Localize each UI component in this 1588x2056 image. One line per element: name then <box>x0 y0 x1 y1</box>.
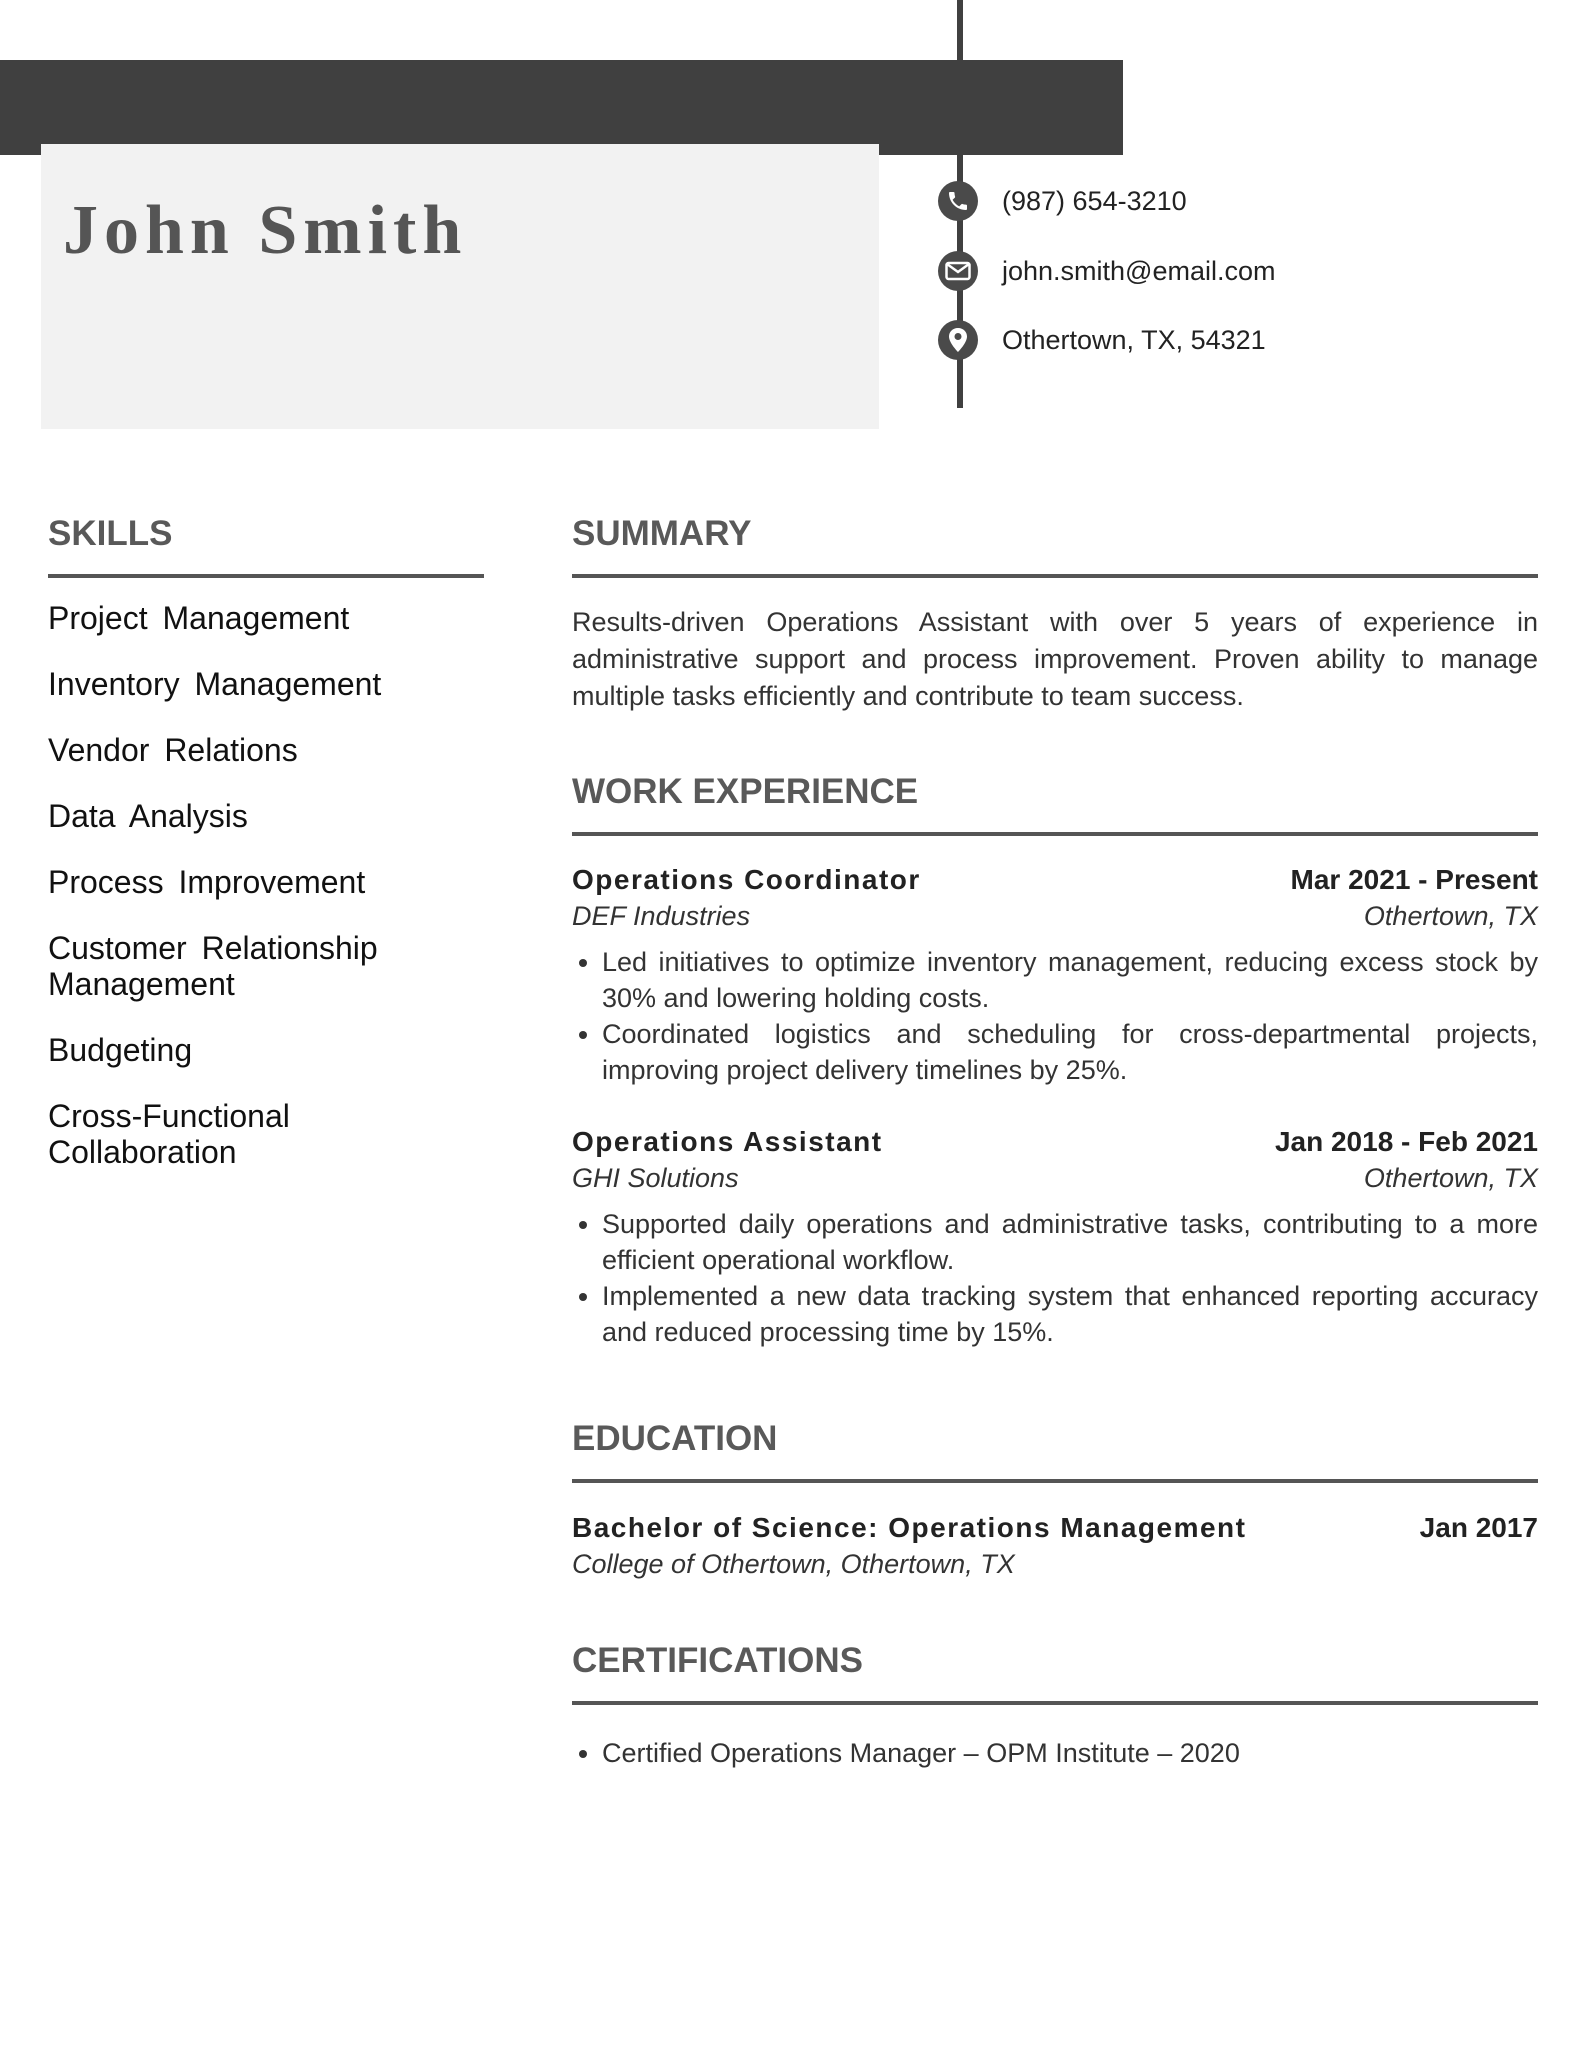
skill-item: Vendor Relations <box>48 732 298 768</box>
email-icon <box>938 251 978 291</box>
location-pin-icon <box>938 320 978 360</box>
skill-item: Project Management <box>48 600 350 636</box>
job-bullet: • Supported daily operations and administrative tasks, contributing to a more efficient operational workflow. <box>602 1206 1538 1278</box>
degree-date: Jan 2017 <box>1419 1512 1538 1543</box>
job-bullets <box>572 944 1538 1088</box>
certifications-heading: CERTIFICATIONS <box>572 1641 864 1680</box>
job-bullets <box>572 1206 1538 1350</box>
degree-title: Bachelor of Science: Operations Management <box>572 1512 1247 1543</box>
phone-icon <box>938 181 978 221</box>
job-dates: Jan 2018 - Feb 2021 <box>1274 1126 1538 1157</box>
job-bullet: • Implemented a new data tracking system that enhanced reporting accuracy and reduced processing time by 15%. <box>602 1278 1538 1350</box>
skill-item: Inventory Management <box>48 666 382 702</box>
education-divider <box>572 1479 1538 1483</box>
skill-item: Cross-Functional Collaboration <box>48 1098 290 1170</box>
job-company: DEF Industries <box>572 901 751 931</box>
education-entry <box>572 1510 1538 1582</box>
skill-item: Process Improvement <box>48 864 366 900</box>
job-dates: Mar 2021 - Present <box>1290 864 1538 895</box>
candidate-name: John Smith <box>63 192 468 269</box>
skill-item: Data Analysis <box>48 798 248 834</box>
skills-list <box>48 600 488 1200</box>
job-title: Operations Assistant <box>572 1126 883 1157</box>
summary-heading: SUMMARY <box>572 514 752 553</box>
job-location: Othertown, TX <box>1363 1163 1538 1193</box>
skills-divider <box>48 574 484 578</box>
summary-section <box>572 604 1538 715</box>
job-bullet: • Coordinated logistics and scheduling for cross-departmental projects, improving project delivery timelines by 25%. <box>602 1016 1538 1088</box>
summary-divider <box>572 574 1538 578</box>
job-title: Operations Coordinator <box>572 864 921 895</box>
contact-location <box>938 320 1266 360</box>
school-name: College of Othertown, Othertown, TX <box>572 1549 1015 1579</box>
location-text: Othertown, TX, 54321 <box>1002 324 1266 355</box>
email-text: john.smith@email.com <box>1002 255 1276 286</box>
summary-text: Results-driven Operations Assistant with over 5 years of experience in administrative support and process improvement. Proven ability to manage multiple tasks efficiently and contribute to team success. <box>572 607 1538 711</box>
job-location: Othertown, TX <box>1363 901 1538 931</box>
job-entry-2 <box>572 1124 1538 1350</box>
experience-divider <box>572 832 1538 836</box>
skill-item: Customer Relationship Management <box>48 930 378 1002</box>
education-heading: EDUCATION <box>572 1419 778 1458</box>
skill-item: Budgeting <box>48 1032 193 1068</box>
skills-heading: SKILLS <box>48 514 173 553</box>
job-company: GHI Solutions <box>572 1163 739 1193</box>
job-entry-1 <box>572 862 1538 1088</box>
contact-phone <box>938 181 1187 221</box>
certification-item: • Certified Operations Manager – OPM Institute – 2020 <box>602 1735 1538 1771</box>
contact-email <box>938 251 1276 291</box>
phone-text: (987) 654-3210 <box>1002 185 1187 216</box>
certification-list <box>572 1735 1538 1771</box>
certifications-divider <box>572 1701 1538 1705</box>
job-bullet: • Led initiatives to optimize inventory management, reducing excess stock by 30% and lowering holding costs. <box>602 944 1538 1016</box>
experience-heading: WORK EXPERIENCE <box>572 772 919 811</box>
name-box <box>41 144 879 429</box>
header-dark-bar <box>0 60 1123 155</box>
certifications-section <box>572 1725 1538 1771</box>
